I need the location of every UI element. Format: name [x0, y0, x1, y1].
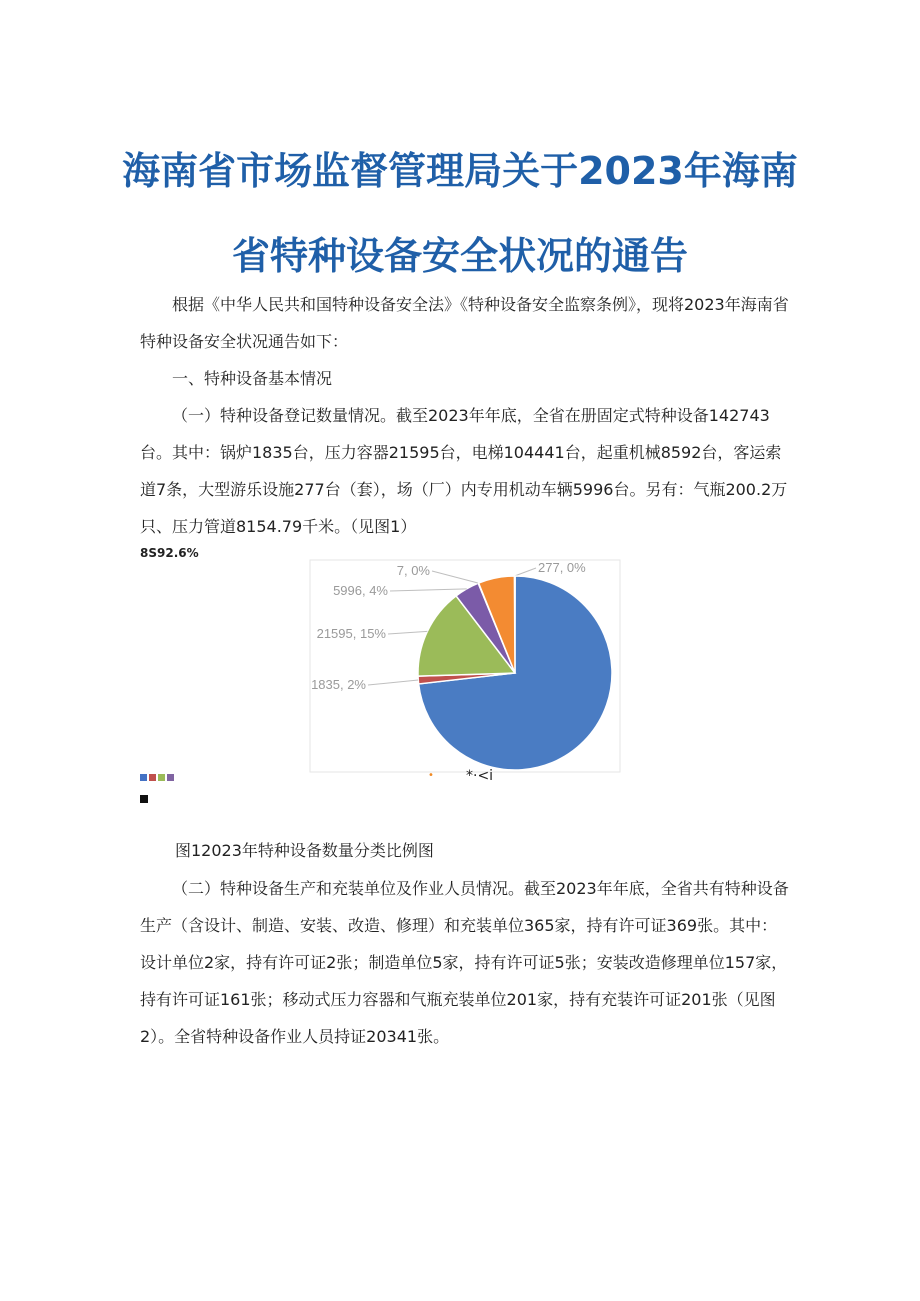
pie-slice-label: 5996, 4%	[333, 583, 388, 598]
bullet-mark	[140, 795, 148, 803]
chart-legend-swatches	[140, 774, 174, 781]
intro-paragraph: 根据《中华人民共和国特种设备安全法》《特种设备安全监察条例》，现将2023年海南省特种设备安全状况通告如下：	[140, 295, 789, 351]
pie-leader-line	[515, 568, 536, 576]
pie-slice-label: 277, 0%	[538, 560, 586, 575]
legend-dot: •	[428, 770, 434, 781]
pie-leader-line	[390, 589, 467, 591]
legend-swatch	[140, 774, 147, 781]
legend-swatch	[158, 774, 165, 781]
document-title-line2: 省特种设备安全状况的通告	[231, 234, 688, 278]
document-title-line1: 海南省市场监督管理局关于2023年海南	[122, 149, 798, 193]
registration-paragraph: （一）特种设备登记数量情况。截至2023年年底，全省在册固定式特种设备142743台。其中：锅炉1835台，压力容器21595台，电梯104441台，起重机械8592台，客运索道7条，大型游乐设施277台（套），场（厂）内专用机动车辆5996台。另有：气瓶200.2万只、压力管道8154.79千米。（见图1）	[140, 406, 788, 536]
legend-text: *·<i	[466, 768, 494, 784]
pie-leader-line	[432, 571, 478, 583]
figure-caption: 图12023年特种设备数量分类比例图	[175, 841, 434, 860]
production-units-paragraph: （二）特种设备生产和充装单位及作业人员情况。截至2023年年底，全省共有特种设备生产（含设计、制造、安装、改造、修理）和充装单位365家，持有许可证369张。其中：设计单位2家，持有许可证2张；制造单位5家，持有许可证5张；安装改造修理单位157家，持有许可证161张；移动式压力容器和气瓶充装单位201家，持有充装许可证201张（见图2）。全省特种设备作业人员持证20341张。	[140, 879, 789, 1046]
pie-leader-line	[368, 680, 418, 685]
pie-leader-line	[388, 631, 427, 634]
legend-swatch	[167, 774, 174, 781]
equipment-pie-chart	[270, 558, 630, 778]
section1-heading: 一、特种设备基本情况	[172, 369, 333, 388]
pie-slice-label: 1835, 2%	[311, 677, 366, 692]
pie-slice-label: 21595, 15%	[316, 626, 386, 641]
pie-slice-label: 7, 0%	[396, 563, 430, 578]
chart-corner-label: 8S92.6%	[140, 546, 199, 560]
legend-swatch	[149, 774, 156, 781]
